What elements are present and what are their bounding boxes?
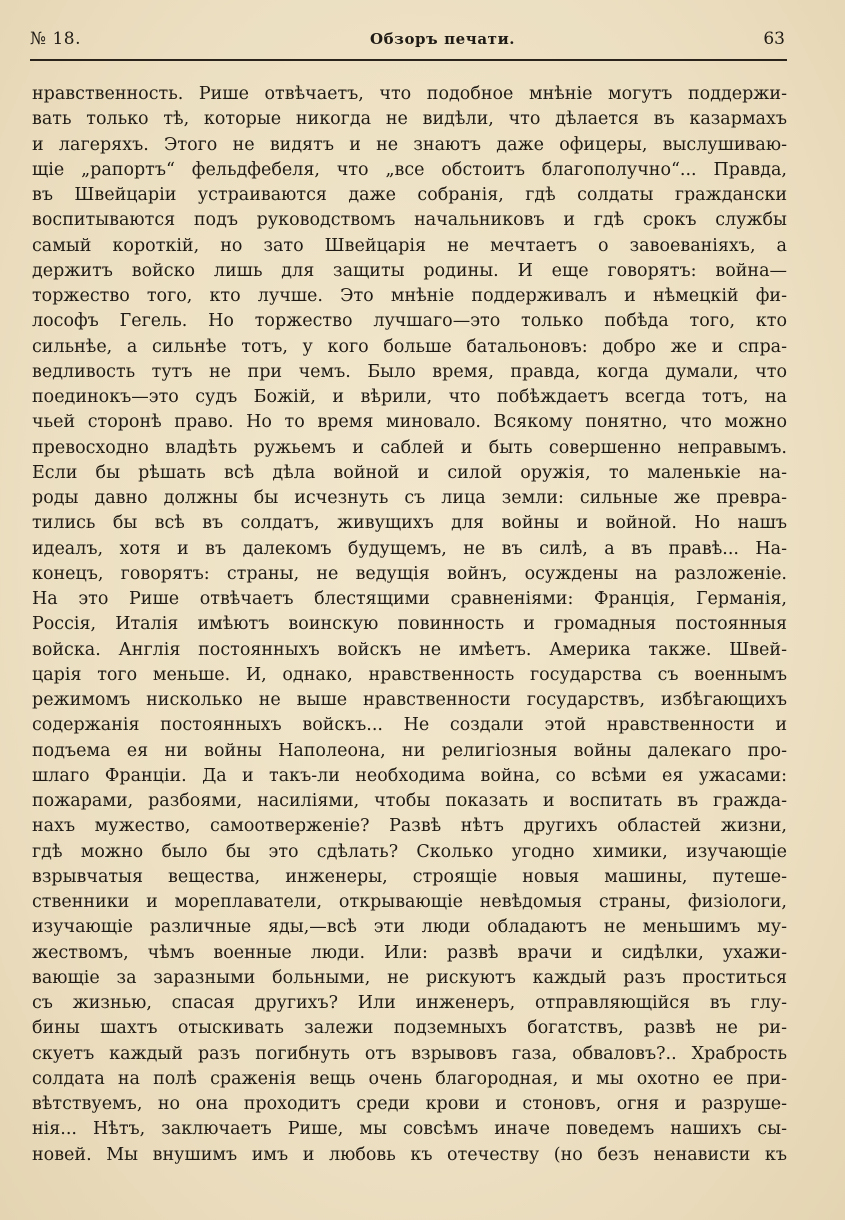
text-line: новей. Мы внушимъ имъ и любовь къ отечеству (но безъ ненависти къ: [32, 1144, 787, 1165]
text-line: взрывчатыя вещества, инженеры, строящіе новыя машины, путеше-: [32, 866, 787, 887]
text-line: превосходно владѣть ружьемъ и саблей и быть совершенно неправымъ.: [32, 437, 787, 458]
text-line: солдата на полѣ сраженія вещь очень благородная, и мы охотно ее при-: [32, 1068, 787, 1089]
text-line: вать только тѣ, которые никогда не видѣли, что дѣлается въ казармахъ: [32, 109, 787, 130]
text-line: содержанія постоянныхъ войскъ... Не создали этой нравственности и: [32, 715, 787, 736]
text-line: сильнѣе, а сильнѣе тотъ, у кого больше батальоновъ: добро же и спра-: [32, 336, 787, 357]
text-line: гдѣ можно было бы это сдѣлать? Сколько угодно химики, изучающіе: [32, 841, 787, 862]
text-line: самый короткій, но зато Швейцарія не мечтаетъ о завоеваніяхъ, а: [32, 235, 787, 256]
text-line: ственники и мореплаватели, открывающіе невѣдомыя страны, физіологи,: [32, 892, 787, 912]
text-line: нравственность. Рише отвѣчаетъ, что подобное мнѣніе могутъ поддержи-: [32, 84, 787, 104]
text-line: пожарами, разбоями, насиліями, чтобы показать и воспитать въ гражда-: [32, 791, 787, 811]
text-line: войска. Англія постоянныхъ войскъ не имѣетъ. Америка также. Швей-: [32, 639, 787, 660]
body-text: [32, 82, 787, 1168]
text-line: съ жизнью, спасая другихъ? Или инженеръ, отправляющійся въ глу-: [32, 993, 787, 1013]
text-line: На это Рише отвѣчаетъ блестящими сравненіями: Франція, Германія,: [32, 589, 787, 609]
text-line: Россія, Италія имѣютъ воинскую повинность и громадныя постоянныя: [32, 614, 787, 635]
text-line: бины шахтъ отыскивать залежи подземныхъ богатствъ, развѣ не ри-: [32, 1018, 787, 1039]
issue-number: № 18.: [30, 29, 82, 49]
text-line: поединокъ—это судъ Божій, и вѣрили, что побѣждаетъ всегда тотъ, на: [32, 387, 787, 407]
text-line: и лагеряхъ. Этого не видятъ и не знаютъ даже офицеры, выслушиваю-: [32, 134, 787, 155]
text-line: жествомъ, чѣмъ военные люди. Или: развѣ врачи и сидѣлки, ухажи-: [32, 942, 787, 963]
section-title: Обзоръ печати.: [370, 30, 516, 48]
text-line: роды давно должны бы исчезнуть съ лица земли: сильные же превра-: [32, 488, 787, 508]
text-line: конецъ, говорятъ: страны, не ведущія войнъ, осуждены на разложеніе.: [32, 563, 787, 584]
text-line: тились бы всѣ въ солдатъ, живущихъ для войны и войной. Но нашъ: [32, 513, 787, 534]
text-line: лософъ Гегель. Но торжество лучшаго—это только побѣда того, кто: [32, 311, 787, 332]
text-line: подъема ея ни войны Наполеона, ни религіозныя войны далекаго про-: [32, 740, 787, 761]
text-line: щіе „рапортъ“ фельдфебеля, что „все обстоитъ благополучно“... Правда,: [32, 159, 787, 180]
text-line: скуетъ каждый разъ погибнуть отъ взрывовъ газа, обваловъ?.. Храбрость: [32, 1043, 787, 1064]
text-line: въ Швейцаріи устраиваются даже собранія, гдѣ солдаты граждански: [32, 185, 787, 205]
text-line: торжество того, кто лучше. Это мнѣніе поддерживалъ и нѣмецкій фи-: [32, 286, 787, 306]
text-line: вѣтствуемъ, но она проходитъ среди крови и стоновъ, огня и разруше-: [32, 1094, 787, 1114]
header-rule: [30, 59, 787, 61]
text-line: вающіе за заразными больными, не рискуютъ каждый разъ проститься: [32, 967, 787, 988]
text-line: воспитываются подъ руководствомъ начальниковъ и гдѣ срокъ службы: [32, 210, 787, 231]
text-line: идеалъ, хотя и въ далекомъ будущемъ, не въ силѣ, а въ правѣ... На-: [32, 538, 787, 559]
text-line: нахъ мужество, самоотверженіе? Развѣ нѣтъ другихъ областей жизни,: [32, 816, 787, 837]
text-line: держитъ войско лишь для защиты родины. И еще говорятъ: война—: [32, 260, 787, 281]
text-line: царія того меньше. И, однако, нравственность государства съ военнымъ: [32, 664, 787, 685]
page-number: 63: [763, 29, 785, 49]
text-line: шлаго Франціи. Да и такъ-ли необходима война, со всѣми ея ужасами:: [32, 765, 787, 786]
text-line: Если бы рѣшать всѣ дѣла войной и силой оружія, то маленькіе на-: [32, 462, 787, 483]
text-line: режимомъ нисколько не выше нравственности государствъ, избѣгающихъ: [32, 690, 787, 710]
text-line: нія... Нѣтъ, заключаетъ Рише, мы совсѣмъ иначе поведемъ нашихъ сы-: [32, 1119, 787, 1140]
text-line: чьей сторонѣ право. Но то время миновало. Всякому понятно, что можно: [32, 412, 787, 433]
running-head: [30, 28, 785, 50]
text-line: изучающіе различные яды,—всѣ эти люди обладаютъ не меньшимъ му-: [32, 917, 787, 938]
text-line: ведливость тутъ не при чемъ. Было время, правда, когда думали, что: [32, 361, 787, 382]
